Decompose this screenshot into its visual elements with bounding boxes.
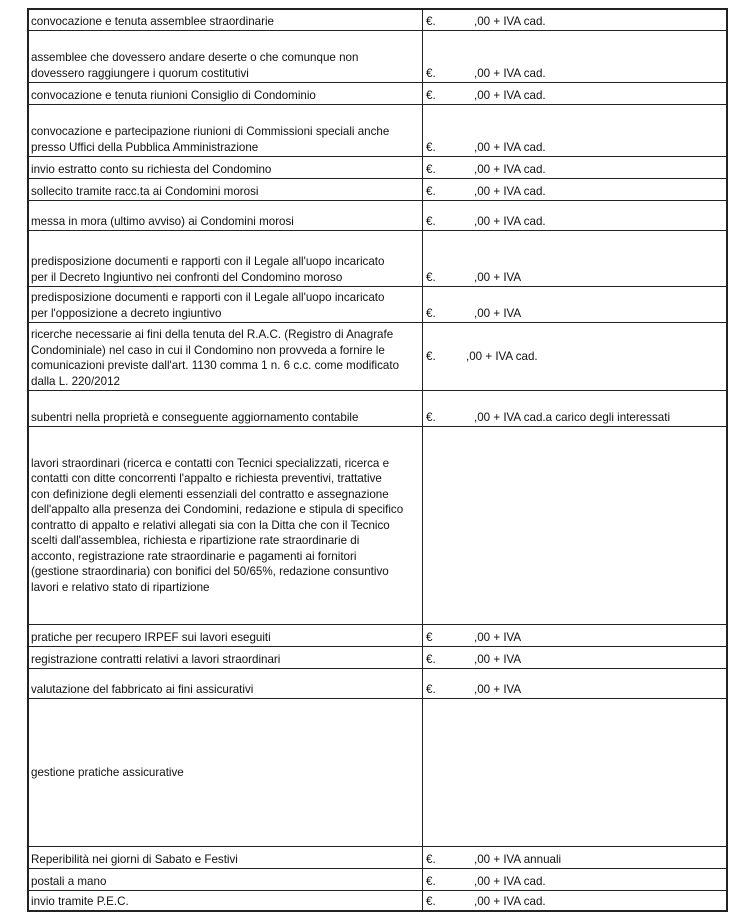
fee-price (423, 427, 726, 624)
table-row (27, 322, 728, 390)
currency-symbol: €. (426, 410, 436, 424)
fee-description (29, 10, 423, 30)
fee-amount: ,00 + IVA cad. (474, 214, 546, 228)
fee-price (423, 847, 726, 868)
fee-description-line: predisposizione documenti e rapporti con il Legale all'uopo incaricato (31, 255, 385, 268)
currency-symbol: €. (426, 852, 436, 866)
fee-description-line: gestione pratiche assicurative (31, 765, 184, 779)
fee-description-line: pratiche per recupero IRPEF sui lavori eseguiti (31, 630, 271, 644)
fee-amount: ,00 + IVA annuali (474, 852, 562, 866)
fee-amount: ,00 + IVA cad. (474, 14, 546, 28)
table-row (27, 200, 728, 230)
fee-price (423, 869, 726, 890)
table-row (27, 698, 728, 846)
fee-description-line: dell'appalto alla presenza dei Condomini, redazione e stipula di specifico (31, 503, 404, 517)
table-row (27, 30, 728, 82)
table-row (27, 178, 728, 200)
fee-price (423, 31, 726, 82)
fee-description-line: invio estratto conto su richiesta del Condomino (31, 162, 272, 176)
fee-description-line: dalla L. 220/2012 (31, 374, 120, 388)
fee-price (423, 179, 726, 200)
fee-price (423, 625, 726, 646)
fee-amount: ,00 + IVA cad. (466, 349, 538, 363)
fee-description (29, 891, 423, 910)
currency-symbol: €. (426, 682, 436, 696)
fee-amount: ,00 + IVA cad.a carico degli interessati (474, 410, 671, 424)
fee-amount: ,00 + IVA cad. (474, 894, 546, 908)
fee-amount: ,00 + IVA (474, 306, 522, 320)
fee-amount: ,00 + IVA cad. (474, 162, 546, 176)
table-row (27, 646, 728, 668)
fee-description-line: contatti con ditte concorrenti l'appalto e richiesta preventivi, trattative (31, 472, 382, 486)
fee-description-line: lavori e relativo stato di ripartizione (31, 580, 210, 594)
fee-description (29, 647, 423, 668)
currency-symbol: €. (426, 874, 436, 888)
table-row (27, 846, 728, 868)
fee-description-line: convocazione e partecipazione riunioni di Commissioni speciali anche (31, 125, 390, 138)
fee-description-line: messa in mora (ultimo avviso) ai Condomini morosi (31, 214, 294, 228)
fee-description (29, 427, 423, 624)
fee-amount: ,00 + IVA (474, 682, 522, 696)
currency-symbol: €. (426, 652, 436, 666)
fee-amount: ,00 + IVA (474, 630, 522, 644)
fee-description-line: ricerche necessarie ai fini della tenuta del R.A.C. (Registro di Anagrafe (31, 328, 394, 341)
fee-description-line: scelti dall'assemblea, richiesta e ripartizione rate straordinarie di (31, 534, 360, 548)
currency-symbol: €. (426, 894, 436, 908)
table-row (27, 624, 728, 646)
fee-price (423, 157, 726, 178)
fee-amount: ,00 + IVA cad. (474, 88, 546, 102)
fee-description-line: predisposizione documenti e rapporti con il Legale all'uopo incaricato (31, 291, 385, 304)
fee-description-line: convocazione e tenuta assemblee straordinarie (31, 14, 274, 28)
fee-description (29, 287, 423, 322)
fee-description-line: sollecito tramite racc.ta ai Condomini morosi (31, 184, 259, 198)
fee-description-line: presso Uffici della Pubblica Amministrazione (31, 140, 259, 154)
fee-amount: ,00 + IVA (474, 652, 522, 666)
fee-description-line: acconto, registrazione rate straordinarie e pagamenti ai fornitori (31, 549, 357, 563)
table-row (27, 104, 728, 156)
table-row (27, 156, 728, 178)
fee-description (29, 179, 423, 200)
fee-description-line: per il Decreto Ingiuntivo nei confronti del Condomino moroso (31, 270, 343, 284)
table-row (27, 230, 728, 286)
fee-price (423, 83, 726, 104)
fee-description-line: convocazione e tenuta riunioni Consiglio di Condominio (31, 88, 316, 102)
fee-amount: ,00 + IVA cad. (474, 874, 546, 888)
fee-description (29, 157, 423, 178)
currency-symbol: €. (426, 306, 436, 320)
fee-price (423, 10, 726, 30)
fee-description-line: per l'opposizione a decreto ingiuntivo (31, 306, 222, 320)
currency-symbol: €. (426, 270, 436, 284)
fee-description-line: lavori straordinari (ricerca e contatti con Tecnici specializzati, ricerca e (31, 456, 390, 470)
fee-description (29, 847, 423, 868)
fee-description (29, 201, 423, 230)
fee-price (423, 287, 726, 322)
fee-amount: ,00 + IVA cad. (474, 66, 546, 80)
table-row (27, 890, 728, 912)
currency-symbol: €. (426, 184, 436, 198)
table-row (27, 8, 728, 30)
fee-description (29, 105, 423, 156)
fee-description-line: assemblee che dovessero andare deserte o che comunque non (31, 51, 359, 64)
fee-price (423, 231, 726, 286)
fee-description (29, 391, 423, 426)
fee-description-line: valutazione del fabbricato ai fini assicurativi (31, 682, 254, 696)
currency-symbol: €. (426, 214, 436, 228)
fee-description (29, 625, 423, 646)
currency-symbol: € (426, 630, 433, 644)
fee-description (29, 699, 423, 846)
fee-description-line: contratto di appalto e relativi allegati sia con la Ditta che con il Tecnico (31, 518, 390, 532)
fee-description (29, 31, 423, 82)
fee-price (423, 699, 726, 846)
table-row (27, 286, 728, 322)
fee-price (423, 201, 726, 230)
fee-description (29, 869, 423, 890)
currency-symbol: €. (426, 349, 436, 363)
fee-description-line: invio tramite P.E.C. (31, 894, 129, 908)
currency-symbol: €. (426, 88, 436, 102)
fee-price (423, 647, 726, 668)
fee-price (423, 891, 726, 910)
fee-description-line: (gestione straordinaria) con bonifici del 50/65%, redazione consuntivo (31, 565, 389, 579)
table-row (27, 390, 728, 426)
fee-amount: ,00 + IVA cad. (474, 184, 546, 198)
table-row (27, 82, 728, 104)
fee-description-line: postali a mano (31, 874, 107, 888)
fee-description-line: subentri nella proprietà e conseguente aggiornamento contabile (31, 410, 359, 424)
currency-symbol: €. (426, 162, 436, 176)
currency-symbol: €. (426, 140, 436, 154)
fee-description-line: Reperibilità nei giorni di Sabato e Festivi (31, 852, 238, 866)
fee-table (27, 8, 728, 912)
currency-symbol: €. (426, 14, 436, 28)
currency-symbol: €. (426, 66, 436, 80)
fee-description (29, 323, 423, 390)
fee-description-line: registrazione contratti relativi a lavori straordinari (31, 652, 281, 666)
fee-description-line: con definizione degli elementi essenziali del contratto e assegnazione (31, 487, 389, 501)
fee-description (29, 669, 423, 698)
fee-description (29, 83, 423, 104)
table-row (27, 426, 728, 624)
table-row (27, 668, 728, 698)
fee-description-line: Condominiale) nel caso in cui il Condomino non provveda a fornire le (31, 343, 385, 357)
fee-price (423, 105, 726, 156)
fee-description-line: comunicazioni previste dall'art. 1130 comma 1 n. 6 c.c. come modificato (31, 359, 400, 372)
fee-amount: ,00 + IVA cad. (474, 140, 546, 154)
fee-amount: ,00 + IVA (474, 270, 522, 284)
fee-description-line: dovessero raggiungere i quorum costitutivi (31, 66, 249, 80)
table-row (27, 868, 728, 890)
fee-price (423, 323, 726, 390)
fee-price (423, 669, 726, 698)
fee-price (423, 391, 726, 426)
fee-description (29, 231, 423, 286)
